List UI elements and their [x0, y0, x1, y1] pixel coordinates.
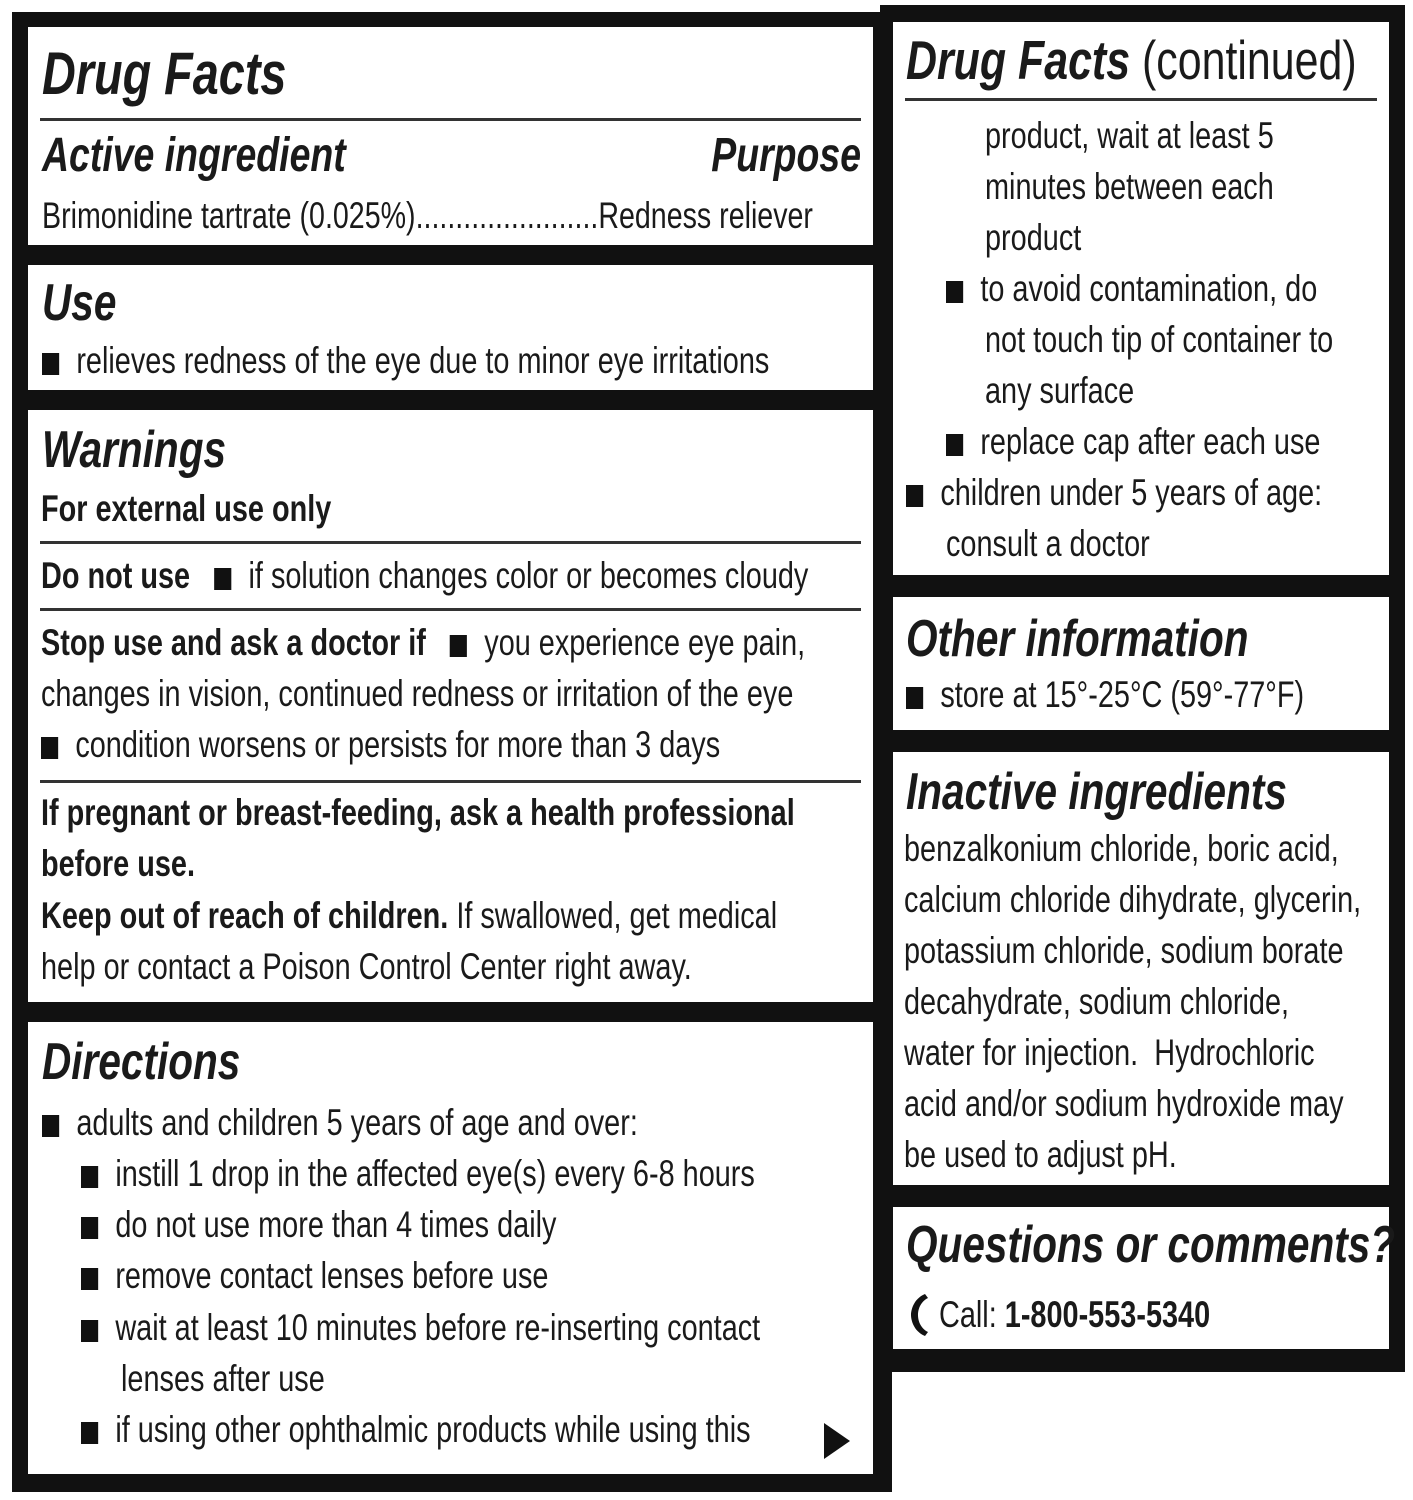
inactive-ingredients-panel — [893, 752, 1389, 1185]
drug-facts-continued-panel — [893, 22, 1389, 575]
directions-heading: Directions — [42, 1033, 241, 1091]
inactive-line: water for injection. Hydrochloric — [904, 1032, 1315, 1073]
call-line: Call: 1-800-553-5340 — [907, 1289, 1287, 1340]
continued-title: Drug Facts (continued) — [906, 29, 1357, 91]
inactive-line: acid and/or sodium hydroxide may — [904, 1083, 1344, 1124]
active-ingredient-line: Brimonidine tartrate (0.025%).......................Redness reliever — [42, 195, 813, 236]
other-information-panel — [893, 597, 1389, 730]
keep-out-line-2: help or contact a Poison Control Center right away. — [41, 946, 692, 987]
stop-use-line-2: changes in vision, continued redness or irritation of the eye — [41, 673, 794, 714]
pregnant-line-1: If pregnant or breast-feeding, ask a health professional — [41, 792, 795, 833]
use-panel — [28, 265, 873, 390]
bullet-icon — [450, 635, 467, 657]
keep-out-line-1: Keep out of reach of children. If swallowed, get medical — [41, 895, 778, 936]
bullet-icon — [81, 1422, 98, 1444]
bullet-icon — [906, 687, 923, 709]
use-heading: Use — [42, 274, 117, 332]
directions-subitem: remove contact lenses before use — [81, 1250, 680, 1301]
bullet-icon — [81, 1320, 98, 1342]
bullet-icon — [41, 737, 58, 759]
drug-facts-title: Drug Facts — [42, 40, 287, 107]
directions-panel — [28, 1022, 873, 1474]
other-information-item: store at 15°-25°C (59°-77°F) — [906, 669, 1413, 720]
directions-subitem: instill 1 drop in the affected eye(s) every 6-8 hours — [81, 1148, 945, 1199]
continued-line: not touch tip of container to — [985, 319, 1334, 360]
continued-line: any surface — [985, 370, 1135, 411]
warnings-rule-1 — [40, 541, 861, 544]
title-rule — [40, 118, 861, 121]
pregnant-line-2: before use. — [41, 843, 195, 884]
warnings-panel — [28, 410, 873, 1002]
continued-line: product, wait at least 5 — [985, 115, 1274, 156]
stop-use-line-3: condition worsens or persists for more than 3 days — [41, 719, 912, 770]
directions-subitem: wait at least 10 minutes before re-inserting contact — [81, 1302, 952, 1353]
phone-number[interactable]: 1-800-553-5340 — [1004, 1294, 1211, 1335]
active-ingredient-heading: Active ingredient — [42, 129, 346, 182]
bullet-icon — [42, 353, 59, 375]
bullet-icon — [946, 281, 963, 303]
directions-subitem: if using other ophthalmic products while using this — [81, 1404, 939, 1455]
continued-title-rule — [905, 98, 1377, 101]
continue-arrow-icon — [822, 1421, 852, 1461]
bullet-icon — [906, 485, 923, 507]
warnings-rule-2 — [40, 608, 861, 611]
phone-handset-icon — [907, 1291, 931, 1339]
directions-subitem-continuation: lenses after use — [121, 1358, 325, 1399]
drug-facts-panel — [28, 27, 873, 245]
continued-line: minutes between each — [985, 166, 1274, 207]
inactive-line: be used to adjust pH. — [904, 1134, 1177, 1175]
continued-line: product — [985, 217, 1082, 258]
purpose-heading: Purpose — [711, 129, 861, 182]
directions-subitem: do not use more than 4 times daily — [81, 1199, 691, 1250]
continued-line: consult a doctor — [946, 523, 1150, 564]
bullet-icon — [42, 1115, 59, 1137]
bullet-icon — [81, 1268, 98, 1290]
continued-bullet-line: replace cap after each use — [946, 416, 1413, 467]
stop-use-line-1: Stop use and ask a doctor if you experience eye pain, — [41, 622, 806, 663]
use-item: relieves redness of the eye due to minor eye irritations — [42, 335, 974, 386]
other-information-heading: Other information — [906, 610, 1249, 668]
bullet-icon — [81, 1166, 98, 1188]
do-not-use-line: Do not use if solution changes color or becomes cloudy — [41, 555, 809, 596]
inactive-line: calcium chloride dihydrate, glycerin, — [904, 879, 1362, 920]
inactive-line: benzalkonium chloride, boric acid, — [904, 828, 1339, 869]
inactive-line: decahydrate, sodium chloride, — [904, 981, 1290, 1022]
continued-bullet-line: to avoid contamination, do — [946, 263, 1413, 314]
external-use-only: For external use only — [41, 488, 332, 529]
inactive-line: potassium chloride, sodium borate — [904, 930, 1344, 971]
bullet-icon — [81, 1217, 98, 1239]
bullet-icon — [214, 568, 231, 590]
warnings-rule-3 — [40, 780, 861, 783]
inactive-ingredients-heading: Inactive ingredients — [906, 763, 1287, 821]
directions-main-item: adults and children 5 years of age and over: — [42, 1097, 806, 1148]
warnings-heading: Warnings — [42, 421, 227, 479]
continued-bullet-line: children under 5 years of age: — [906, 467, 1413, 518]
questions-panel — [893, 1207, 1396, 1349]
questions-heading: Questions or comments? — [906, 1216, 1396, 1274]
bullet-icon — [946, 434, 963, 456]
